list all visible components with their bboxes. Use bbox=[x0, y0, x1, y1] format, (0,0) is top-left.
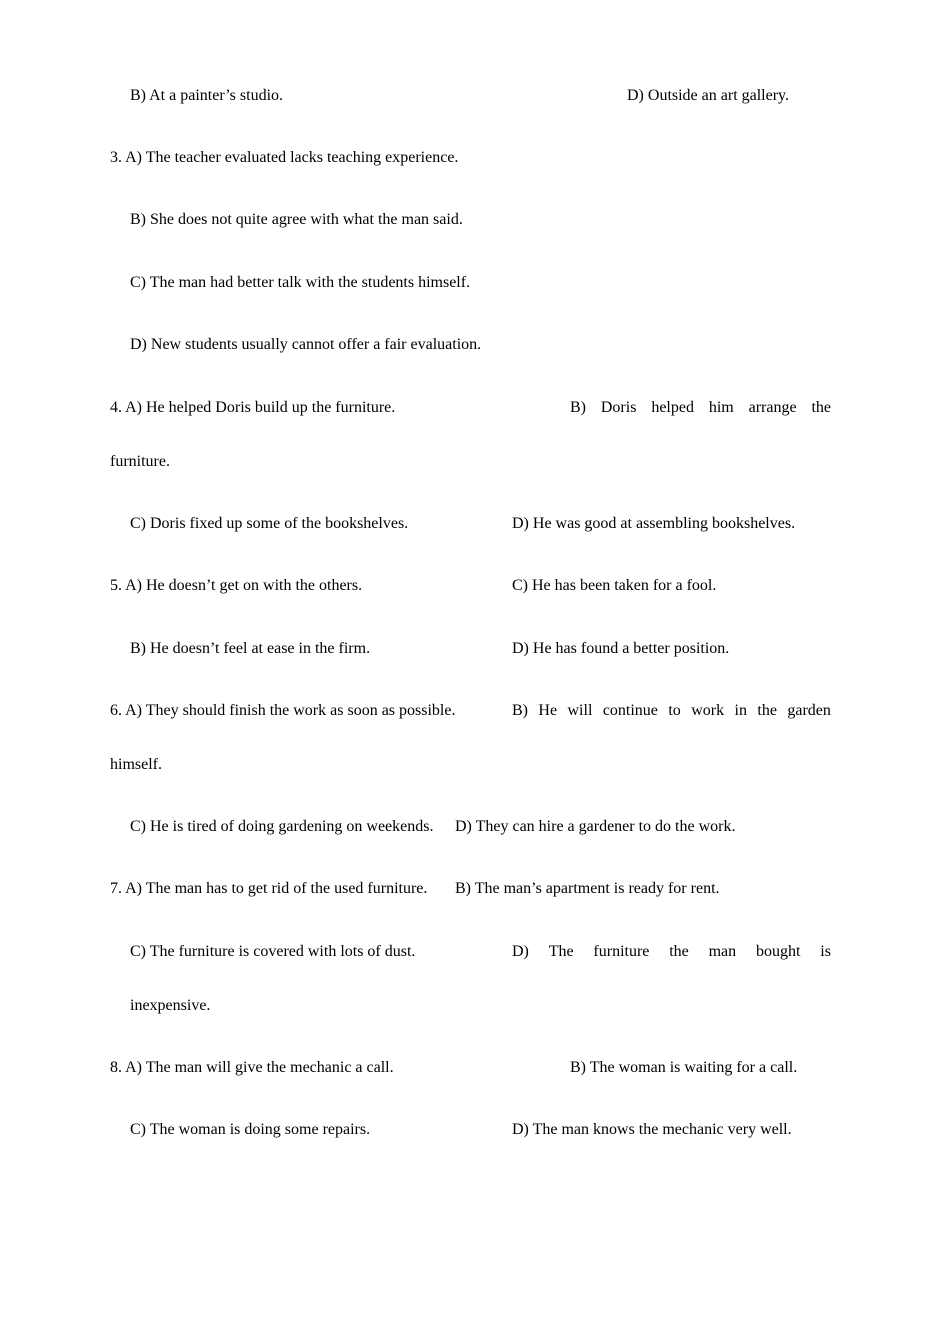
word: to bbox=[668, 702, 681, 719]
q6-option-b-continued: himself. bbox=[110, 756, 162, 773]
word: in bbox=[734, 702, 747, 719]
q4-option-b-continued: furniture. bbox=[110, 453, 170, 470]
q3-option-c: C) The man had better talk with the students himself. bbox=[130, 274, 471, 291]
q5-option-c: C) He has been taken for a fool. bbox=[512, 577, 717, 594]
word: bought bbox=[755, 943, 801, 960]
q8-option-c: C) The woman is doing some repairs. bbox=[130, 1121, 371, 1138]
word: will bbox=[567, 702, 593, 719]
word: garden bbox=[787, 702, 831, 719]
q3-option-a: 3. A) The teacher evaluated lacks teaching experience. bbox=[110, 149, 459, 166]
word: the bbox=[669, 943, 689, 960]
q7-option-d-continued: inexpensive. bbox=[130, 997, 211, 1014]
word: him bbox=[708, 399, 734, 416]
word: is bbox=[820, 943, 831, 960]
q5-option-a: 5. A) He doesn’t get on with the others. bbox=[110, 577, 363, 594]
word: continue bbox=[602, 702, 658, 719]
word: B) bbox=[570, 399, 586, 416]
q5-option-d: D) He has found a better position. bbox=[512, 640, 730, 657]
q2-option-b: B) At a painter’s studio. bbox=[130, 87, 284, 104]
q6-option-a: 6. A) They should finish the work as soon as possible. bbox=[110, 702, 456, 719]
q2-option-d: D) Outside an art gallery. bbox=[627, 87, 790, 104]
q4-option-d: D) He was good at assembling bookshelves. bbox=[512, 515, 796, 532]
q7-option-d bbox=[512, 942, 831, 962]
q8-option-a: 8. A) The man will give the mechanic a call. bbox=[110, 1059, 394, 1076]
q8-option-d: D) The man knows the mechanic very well. bbox=[512, 1121, 792, 1138]
word: the bbox=[757, 702, 777, 719]
q6-option-b bbox=[512, 701, 831, 721]
word: B) bbox=[512, 702, 528, 719]
q3-option-d: D) New students usually cannot offer a fair evaluation. bbox=[130, 336, 482, 353]
q7-option-b: B) The man’s apartment is ready for rent. bbox=[455, 880, 720, 897]
word: The bbox=[548, 943, 574, 960]
word: man bbox=[708, 943, 737, 960]
word: work bbox=[691, 702, 725, 719]
q3-option-b: B) She does not quite agree with what the man said. bbox=[130, 211, 463, 228]
q4-option-b bbox=[570, 398, 831, 418]
word: He bbox=[538, 702, 558, 719]
word: furniture bbox=[593, 943, 650, 960]
word: helped bbox=[651, 399, 694, 416]
q7-option-a: 7. A) The man has to get rid of the used furniture. bbox=[110, 880, 428, 897]
q6-option-d: D) They can hire a gardener to do the work. bbox=[455, 818, 736, 835]
word: D) bbox=[512, 943, 529, 960]
word: the bbox=[811, 399, 831, 416]
q4-option-a: 4. A) He helped Doris build up the furniture. bbox=[110, 399, 396, 416]
q6-option-c: C) He is tired of doing gardening on weekends. bbox=[130, 818, 434, 835]
word: arrange bbox=[748, 399, 797, 416]
q4-option-c: C) Doris fixed up some of the bookshelves. bbox=[130, 515, 409, 532]
q5-option-b: B) He doesn’t feel at ease in the firm. bbox=[130, 640, 371, 657]
q8-option-b: B) The woman is waiting for a call. bbox=[570, 1059, 798, 1076]
q7-option-c: C) The furniture is covered with lots of dust. bbox=[130, 943, 416, 960]
word: Doris bbox=[600, 399, 637, 416]
